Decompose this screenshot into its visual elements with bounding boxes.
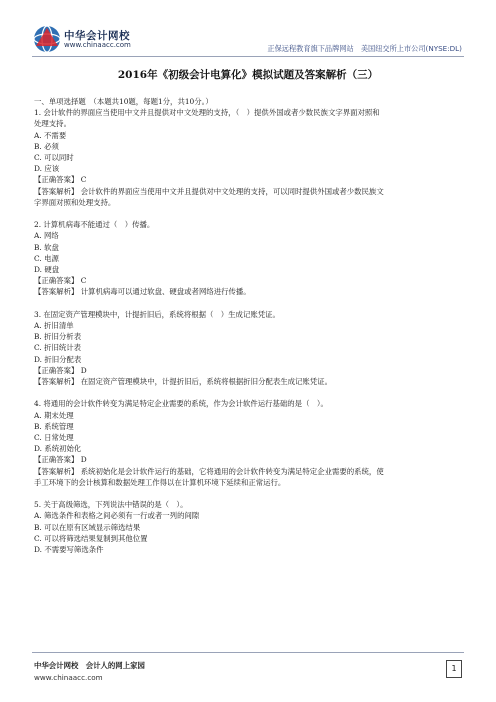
text-line: B. 必须 [34,141,59,151]
text-line: B. 折旧分析表 [34,332,82,342]
text-line: 4. 将通用的会计软件转变为满足特定企业需要的系统，作为会计软件运行基础的是（ ）。 [34,399,328,409]
text-line: C. 电源 [34,253,59,263]
text-line: C. 可以将筛选结果复制到其他位置 [34,533,148,543]
text-line: D. 系统初始化 [34,444,82,454]
text-line: 字界面对照和处理支持。 [34,197,116,207]
text-line: 【答案解析】 系统初始化是会计软件运行的基础，它将通用的会计软件转变为满足特定企业需要的系统，使 [34,466,384,476]
page-title: 2016年《初级会计电算化》模拟试题及答案解析（三） [117,69,379,81]
blank-line [34,208,462,219]
blank-line [34,488,462,499]
text-line: B. 软盘 [34,242,59,252]
text-line: 【正确答案】 C [34,276,87,286]
brand-url[interactable]: www.chinaacc.com [64,41,131,49]
text-line: 【答案解析】 在固定资产管理模块中，计提折旧后，系统将根据折旧分配表生成记账凭证。 [34,377,332,387]
footer-brand: 中华会计网校 会计人的网上家园 [34,661,145,670]
text-line: 【正确答案】 D [34,455,87,465]
text-line: 1. 会计软件的界面应当使用中文并且提供对中文处理的支持，（ ）提供外国或者少数民族文字界面对照和 [34,108,380,118]
text-line: A. 网络 [34,231,59,241]
text-line: D. 应该 [34,164,60,174]
text-line: A. 筛选条件和表格之间必须有一行或者一列的间隙 [34,511,200,521]
blank-line [34,387,462,398]
text-line: 3. 在固定资产管理模块中，计提折旧后，系统将根据（ ）生成记账凭证。 [34,309,280,319]
text-line: 一、单项选择题 （本题共10题，每题1分，共10分。） [34,97,213,106]
text-line: 【正确答案】 C [34,175,87,185]
header-tagline: 正保远程教育旗下品牌网站 美国纽交所上市公司(NYSE:DL) [267,44,462,53]
globe-logo-icon [32,24,62,54]
text-line: C. 折旧统计表 [34,343,82,353]
text-line: D. 硬盘 [34,265,60,275]
page-header [0,0,496,58]
text-line: 【答案解析】 会计软件的界面应当使用中文并且提供对中文处理的支持，可以同时提供外国或者少数民族文 [34,186,384,196]
page-number: 1 [446,660,462,678]
text-line: 【正确答案】 D [34,365,87,375]
blank-line [34,298,462,309]
question-content [34,96,462,555]
footer-divider [32,652,464,653]
text-line: 手工环境下的会计核算和数据处理工作得以在计算机环境下延续和正常运行。 [34,477,286,487]
text-line: C. 可以同时 [34,153,74,163]
text-line: B. 可以在原有区域显示筛选结果 [34,522,141,532]
text-line: D. 不需要写筛选条件 [34,545,104,555]
text-line: 【答案解析】 计算机病毒可以通过软盘、硬盘或者网络进行传播。 [34,287,251,297]
text-line: B. 系统管理 [34,421,74,431]
text-line: 5. 关于高级筛选，下列说法中错误的是（ ）。 [34,500,188,510]
text-line: C. 日常处理 [34,433,74,443]
text-line: D. 折旧分配表 [34,354,82,364]
text-line: 2. 计算机病毒不能通过（ ）传播。 [34,220,155,230]
brand-name: 中华会计网校 [64,30,130,42]
text-line: A. 期末处理 [34,410,74,420]
text-line: 处理支持。 [34,119,71,129]
footer-url[interactable]: www.chinaacc.com [34,673,103,682]
text-line: A. 不需要 [34,130,67,140]
header-divider [32,56,464,57]
text-line: A. 折旧清单 [34,321,74,331]
